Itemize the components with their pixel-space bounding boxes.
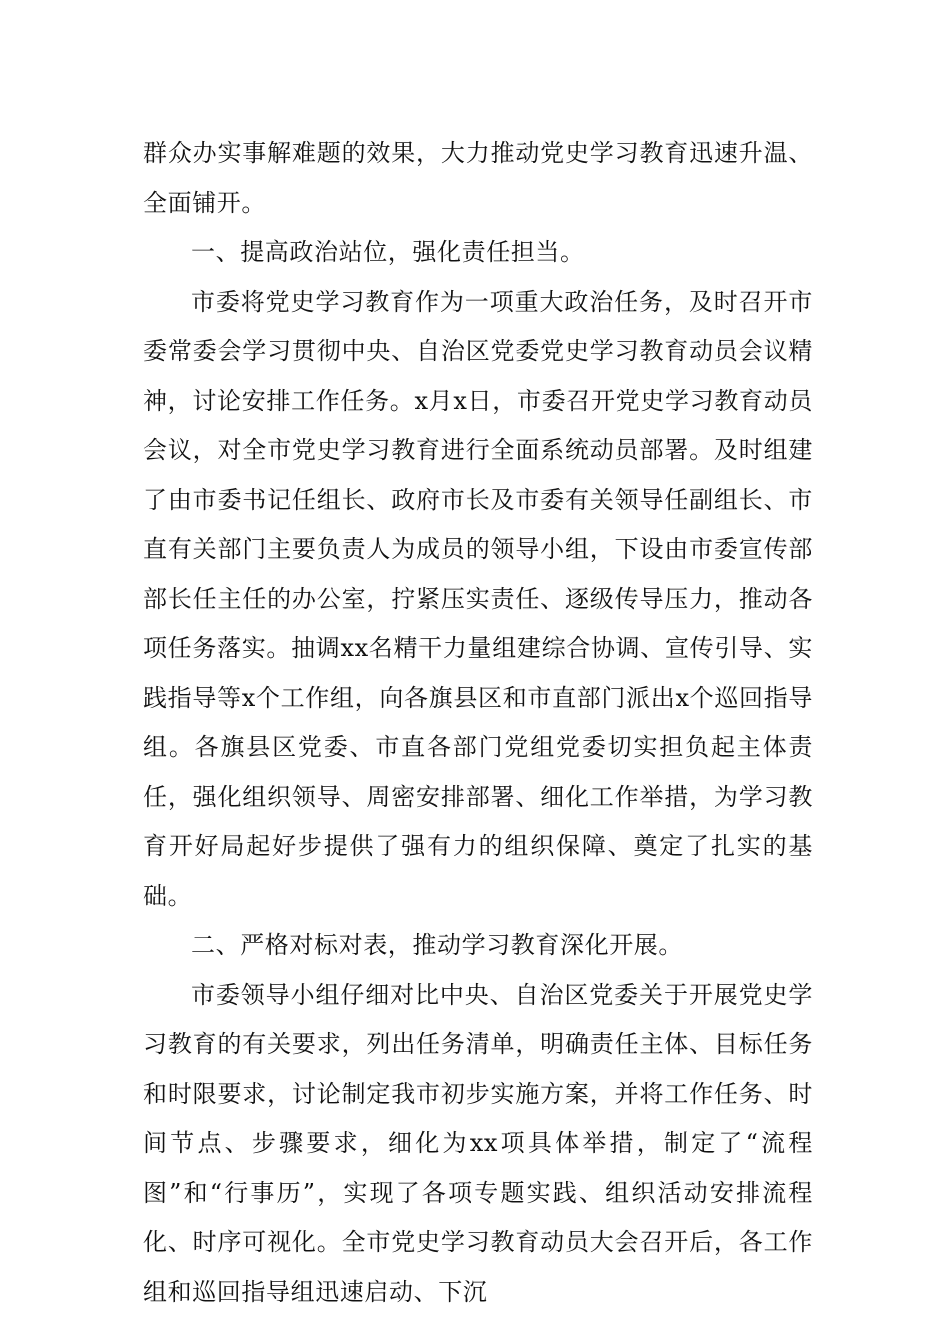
- paragraph-continuation: 群众办实事解难题的效果，大力推动党史学习教育迅速升温、全面铺开。: [143, 139, 813, 217]
- document-body: [143, 129, 813, 1317]
- paragraph-section-1: 市委将党史学习教育作为一项重大政治任务，及时召开市委常委会学习贯彻中央、自治区党委党史学习教育动员会议精神，讨论安排工作任务。x月x日，市委召开党史学习教育动员会议，对全市党史学习教育进行全面系统动员部署。及时组建了由市委书记任组长、政府市长及市委有关领导任副组长、市直有关部门主要负责人为成员的领导小组，下设由市委宣传部部长任主任的办公室，拧紧压实责任、逐级传导压力，推动各项任务落实。抽调xx名精干力量组建综合协调、宣传引导、实践指导等x个工作组，向各旗县区和市直部门派出x个巡回指导组。各旗县区党委、市直各部门党组党委切实担负起主体责任，强化组织领导、周密安排部署、细化工作举措，为学习教育开好局起好步提供了强有力的组织保障、奠定了扎实的基础。: [143, 287, 813, 910]
- section-heading-2: 二、严格对标对表，推动学习教育深化开展。: [191, 931, 683, 959]
- section-heading-1: 一、提高政治站位，强化责任担当。: [191, 238, 585, 266]
- paragraph-section-2: 市委领导小组仔细对比中央、自治区党委关于开展党史学习教育的有关要求，列出任务清单，明确责任主体、目标任务和时限要求，讨论制定我市初步实施方案，并将工作任务、时间节点、步骤要求，细化为xx项具体举措，制定了“流程图”和“行事历”，实现了各项专题实践、组织活动安排流程化、时序可视化。全市党史学习教育动员大会召开后，各工作组和巡回指导组迅速启动、下沉: [143, 980, 813, 1306]
